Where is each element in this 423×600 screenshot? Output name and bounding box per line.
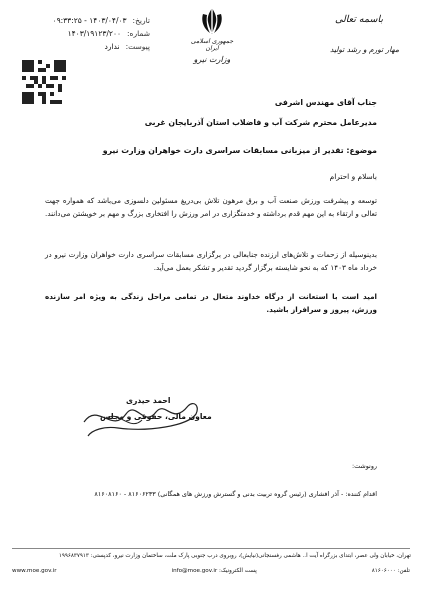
recipient-name: جناب آقای مهندس اشرفی	[274, 98, 377, 107]
footer-email[interactable]: پست الکترونیک: info@moe.gov.ir	[171, 568, 257, 574]
ministry-name: وزارت نیرو	[193, 55, 231, 64]
letter-meta	[10, 14, 150, 53]
date-label: تاریخ:	[132, 16, 150, 25]
attachment-label: پیوست:	[125, 42, 150, 51]
action-by: اقدام کننده: - آذر افشاری (رئیس گروه تربیت بدنی و گسترش ورزش های همگانی) ۸۱۶۰۶۲۳۳ - ۸۱۶۰۸۱۶۰	[94, 490, 377, 498]
number-label: شماره:	[127, 29, 150, 38]
footer-phone: تلفن: ۸۱۶۰۶۰۰۰	[371, 568, 410, 574]
footer-address: تهران، خیابان ولی عصر، ابتدای بزرگراه آیت ا.. هاشمی رفسنجانی(نیایش)، روبروی درب جنوبی پارک ملت، ساختمان وزارت نیرو، کدپستی: ۱۹۹۶۸۳۷۹۱۳	[58, 553, 411, 559]
emblem-caption: جمهوری اسلامی ایران	[190, 38, 234, 52]
recipient-title: مدیرعامل محترم شرکت آب و فاضلاب استان آذربایجان غربی	[144, 118, 377, 127]
number-value: ۱۴۰۳/۱۹۱۲۳/۲۰۰	[67, 29, 122, 38]
greeting: باسلام و احترام	[329, 172, 377, 181]
cc-label: رونوشت:	[351, 462, 377, 470]
letter-subject: موضوع: تقدیر از میزبانی مسابقات سراسری دارت خواهران وزارت نیرو	[102, 146, 377, 155]
motto: مهار تورم و رشد تولید	[329, 45, 399, 54]
signer-name: احمد حیدری	[126, 396, 171, 405]
qr-code	[22, 60, 66, 104]
footer-divider	[12, 548, 410, 549]
footer-contacts	[12, 566, 410, 577]
handwritten-signature	[78, 392, 208, 442]
paragraph-3: امید است با استعانت از درگاه خداوند متعال در تمامی مراحل زندگی به ویژه امر سازنده ورزش، پیروز و سرافراز باشید.	[45, 292, 377, 314]
signer-title: معاون مالی، حقوقی و مجلس	[100, 412, 212, 421]
paragraph-2: بدینوسیله از زحمات و تلاش‌های ارزنده جنابعالی در برگزاری مسابقات سراسری دارت خواهران وزارت نیرو در خرداد ماه ۱۴۰۳ که به نحو شایسته برگزار گردید تقدیر و تشکر بعمل می‌آید.	[45, 250, 377, 272]
date-value: ۱۴۰۳/۰۴/۰۳ - ۰۹:۳۳:۲۵	[52, 16, 127, 25]
footer-website[interactable]: www.moe.gov.ir	[12, 568, 57, 574]
emblem	[188, 6, 236, 64]
paragraph-1: توسعه و پیشرفت ورزش صنعت آب و برق مرهون تلاش بی‌دریغ مسئولین دلسوزی می‌باشد که همواره جهت تعالی و ارتقاء به این مهم قدم برداشته و خدمتگزاری در امر ورزش را افتخاری بزرگ و مهم بر خویشتن می‌دانند.	[45, 196, 377, 218]
basmala: باسمه تعالی	[334, 14, 383, 25]
attachment-value: ندارد	[104, 42, 120, 51]
iran-emblem-icon	[199, 6, 225, 36]
